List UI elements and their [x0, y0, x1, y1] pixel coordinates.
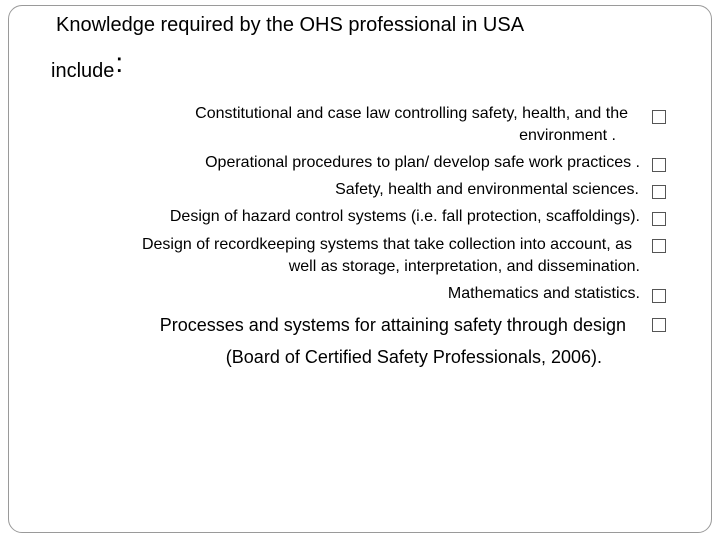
- list-item-line: Processes and systems for attaining safety through design: [159, 315, 626, 335]
- list-item-line: environment .: [519, 127, 616, 144]
- list-item-line: Mathematics and statistics.: [447, 285, 640, 302]
- bullet-square-icon: [652, 318, 666, 332]
- bullet-square-icon: [652, 110, 666, 124]
- list-item: [335, 179, 639, 201]
- list-item: [170, 206, 640, 228]
- list-item-line: Operational procedures to plan/ develop safe work practices .: [205, 154, 640, 171]
- list-item: [160, 309, 626, 373]
- list-item: [141, 234, 640, 278]
- list-item-line: Design of recordkeeping systems that take collection into account, as: [141, 236, 632, 253]
- slide-title-colon: :: [115, 47, 124, 78]
- list-item-line: Design of hazard control systems (i.e. fall protection, scaffoldings).: [169, 208, 640, 225]
- slide-title-line-1: [56, 14, 524, 37]
- list-item: [195, 103, 628, 147]
- bullet-square-icon: [652, 239, 666, 253]
- slide-title-text: Knowledge required by the OHS professional in USA: [56, 14, 525, 36]
- list-item-line: (Board of Certified Safety Professionals, 2006).: [225, 347, 602, 367]
- slide-title-line-2: [51, 47, 124, 84]
- bullet-square-icon: [652, 185, 666, 199]
- bullet-square-icon: [652, 289, 666, 303]
- bullet-square-icon: [652, 158, 666, 172]
- bullet-square-icon: [652, 212, 666, 226]
- list-item-line: well as storage, interpretation, and dissemination.: [288, 258, 640, 275]
- list-item: [448, 283, 640, 305]
- list-item: [205, 152, 640, 174]
- list-item-line: Constitutional and case law controlling safety, health, and the: [195, 105, 628, 122]
- slide-title-continuation: include: [51, 60, 115, 82]
- list-item-line: Safety, health and environmental sciences.: [335, 181, 639, 198]
